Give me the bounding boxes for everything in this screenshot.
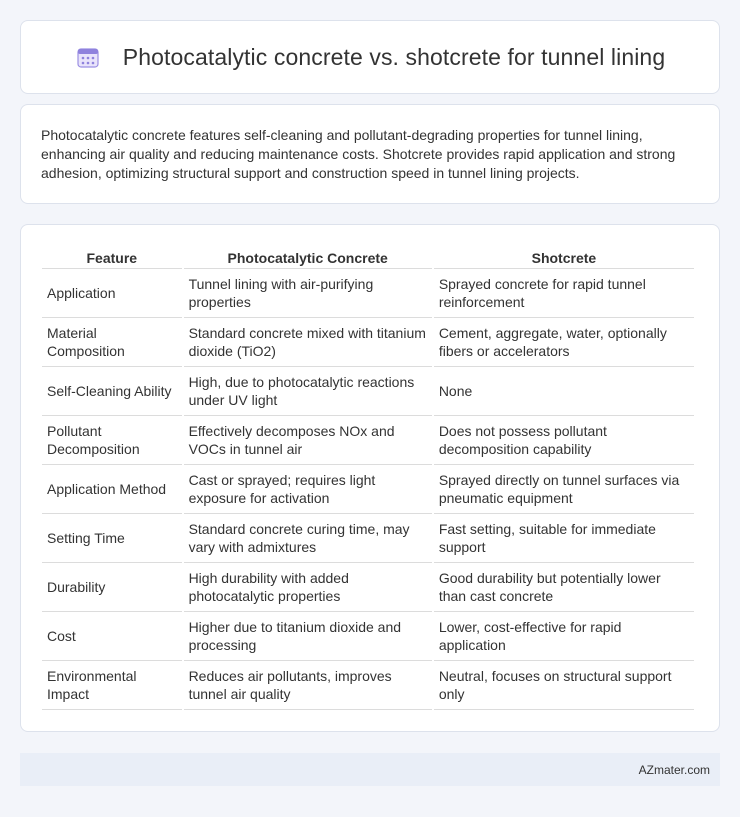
table-row xyxy=(42,367,694,416)
title-card xyxy=(20,20,720,94)
photocatalytic-cell: Standard concrete mixed with titanium dioxide (TiO2) xyxy=(184,318,432,367)
header-photocatalytic-concrete: Photocatalytic Concrete xyxy=(184,247,432,269)
shotcrete-cell: Fast setting, suitable for immediate support xyxy=(434,514,694,563)
photocatalytic-cell: Reduces air pollutants, improves tunnel air quality xyxy=(184,661,432,710)
feature-cell: Setting Time xyxy=(42,514,182,563)
feature-cell: Cost xyxy=(42,612,182,661)
table-row xyxy=(42,269,694,318)
shotcrete-cell: Does not possess pollutant decomposition capability xyxy=(434,416,694,465)
feature-cell: Durability xyxy=(42,563,182,612)
table-row xyxy=(42,661,694,710)
table-header-row xyxy=(42,247,694,269)
feature-cell: Application Method xyxy=(42,465,182,514)
photocatalytic-cell: High durability with added photocatalytic properties xyxy=(184,563,432,612)
summary-card xyxy=(20,104,720,204)
table-row xyxy=(42,416,694,465)
table-row xyxy=(42,465,694,514)
shotcrete-cell: Sprayed directly on tunnel surfaces via pneumatic equipment xyxy=(434,465,694,514)
page-title: Photocatalytic concrete vs. shotcrete for tunnel lining xyxy=(122,43,666,70)
calendar-grid-icon xyxy=(75,44,101,70)
photocatalytic-cell: Effectively decomposes NOx and VOCs in tunnel air xyxy=(184,416,432,465)
footer-site-link[interactable]: AZmater.com xyxy=(638,762,710,777)
shotcrete-cell: Neutral, focuses on structural support only xyxy=(434,661,694,710)
photocatalytic-cell: Higher due to titanium dioxide and processing xyxy=(184,612,432,661)
photocatalytic-cell: High, due to photocatalytic reactions under UV light xyxy=(184,367,432,416)
title-row xyxy=(75,44,665,71)
feature-cell: Pollutant Decomposition xyxy=(42,416,182,465)
photocatalytic-cell: Standard concrete curing time, may vary with admixtures xyxy=(184,514,432,563)
shotcrete-cell: Lower, cost-effective for rapid application xyxy=(434,612,694,661)
shotcrete-cell: Good durability but potentially lower than cast concrete xyxy=(434,563,694,612)
table-row xyxy=(42,563,694,612)
comparison-table xyxy=(40,247,696,710)
table-row xyxy=(42,318,694,367)
feature-cell: Environmental Impact xyxy=(42,661,182,710)
feature-cell: Material Composition xyxy=(42,318,182,367)
shotcrete-cell: Cement, aggregate, water, optionally fibers or accelerators xyxy=(434,318,694,367)
summary-text: Photocatalytic concrete features self-cleaning and pollutant-degrading properties for tunnel lining, enhancing air quality and reducing maintenance costs. Shotcrete provides rapid application and strong adhesion, optimizing structural support and construction speed in tunnel lining projects. xyxy=(41,127,676,181)
photocatalytic-cell: Tunnel lining with air-purifying properties xyxy=(184,269,432,318)
table-row xyxy=(42,514,694,563)
header-shotcrete: Shotcrete xyxy=(434,247,694,269)
comparison-table-card xyxy=(20,224,720,732)
feature-cell: Application xyxy=(42,269,182,318)
table-row xyxy=(42,612,694,661)
footer-bar xyxy=(20,753,720,786)
header-feature: Feature xyxy=(42,247,182,269)
shotcrete-cell: None xyxy=(434,367,694,416)
feature-cell: Self-Cleaning Ability xyxy=(42,367,182,416)
shotcrete-cell: Sprayed concrete for rapid tunnel reinforcement xyxy=(434,269,694,318)
photocatalytic-cell: Cast or sprayed; requires light exposure for activation xyxy=(184,465,432,514)
